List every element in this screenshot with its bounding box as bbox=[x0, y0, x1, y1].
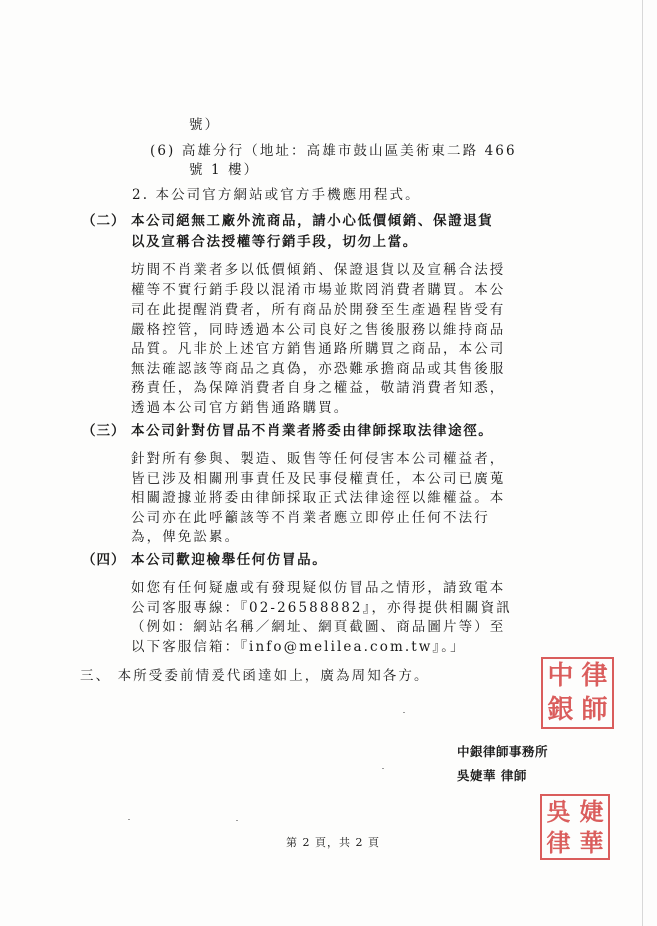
section-2-body-line: 坊間不肖業者多以低價傾銷、保證退貨以及宣稱合法授 bbox=[131, 262, 506, 278]
section-2-body-line: 權等不實行銷手段以混淆市場並欺罔消費者購買。本公 bbox=[131, 282, 506, 298]
seal-character: 師 bbox=[581, 695, 608, 725]
section-3-body-line: 相關證據並將委由律師採取正式法律途徑以維權益。本 bbox=[131, 490, 506, 506]
scan-speck bbox=[403, 712, 405, 713]
section-2-body-line: 嚴格控管，同時透過本公司良好之售後服務以維持商品 bbox=[131, 322, 506, 338]
seal-character: 吳 bbox=[546, 797, 571, 826]
firm-seal-stamp bbox=[541, 657, 614, 729]
section-2-heading-line-2: 以及宣稱合法授權等行銷手段，切勿上當。 bbox=[131, 234, 418, 250]
lawyer-seal-stamp bbox=[540, 794, 610, 860]
lawyer-name: 吳婕華 律師 bbox=[457, 768, 527, 783]
section-4-body-line: 如您有任何疑慮或有發現疑似仿冒品之情形，請致電本 bbox=[131, 580, 506, 596]
section-4-body-line: 以下客服信箱：『info@melilea.com.tw』。」 bbox=[131, 639, 466, 655]
section-2-heading-line-1: 本公司絕無工廠外流商品，請小心低價傾銷、保證退貨 bbox=[131, 213, 494, 229]
section-2-number: （二） bbox=[82, 213, 126, 229]
section-2-body-line: 無法確認該等商品之真偽，亦恐難承擔商品或其售後服 bbox=[131, 361, 506, 377]
section-2-body-line: 司在此提醒消費者，所有商品於開發至生產過程皆受有 bbox=[131, 302, 506, 318]
scan-speck bbox=[128, 819, 130, 820]
section-2-body-line: 品質。凡非於上述官方銷售通路所購買之商品，本公司 bbox=[131, 341, 506, 357]
section-4-body-line: 公司客服專線：『02-26588882』，亦得提供相關資訊 bbox=[131, 600, 512, 616]
scan-edge bbox=[642, 0, 643, 926]
section-2-body-line: 透過本公司官方銷售通路購買。 bbox=[131, 400, 350, 416]
list-item-5-continuation: 號） bbox=[189, 117, 221, 133]
scan-speck bbox=[382, 768, 384, 769]
seal-character: 銀 bbox=[547, 695, 574, 725]
section-3-body-line: 針對所有參與、製造、販售等任何侵害本公司權益者， bbox=[131, 451, 506, 467]
seal-character: 律 bbox=[581, 661, 608, 691]
seal-character: 律 bbox=[546, 828, 571, 857]
section-3-number: （三） bbox=[82, 423, 126, 439]
section-3-body-line: 皆已涉及相關刑事責任及民事侵權責任，本公司已廣蒐 bbox=[131, 471, 506, 487]
list-item-6-line-2: 號 1 樓） bbox=[189, 162, 260, 178]
law-firm-name: 中銀律師事務所 bbox=[457, 744, 549, 759]
closing-statement: 三、 本所受委前情爰代函達如上，廣為周知各方。 bbox=[80, 668, 430, 684]
section-3-body-line: 為，俾免訟累。 bbox=[131, 529, 241, 545]
list-item-6-line-1: (6) 高雄分行（地址：高雄市鼓山區美術東二路 466 bbox=[150, 143, 517, 159]
section-2-body-line: 務責任，為保障消費者自身之權益，敬請消費者知悉， bbox=[131, 380, 506, 396]
page-number-footer: 第 2 頁，共 2 頁 bbox=[286, 836, 380, 849]
seal-character: 中 bbox=[547, 661, 574, 691]
list-item-2: 2. 本公司官方網站或官方手機應用程式。 bbox=[132, 187, 421, 203]
section-4-heading: 本公司歡迎檢舉任何仿冒品。 bbox=[131, 552, 328, 568]
seal-character: 華 bbox=[579, 828, 604, 857]
section-4-body-line: （例如：網站名稱／網址、網頁截圖、商品圖片等）至 bbox=[131, 619, 506, 635]
seal-character: 婕 bbox=[579, 797, 604, 826]
scan-speck bbox=[236, 820, 238, 821]
section-4-number: （四） bbox=[82, 552, 126, 568]
section-3-body-line: 公司亦在此呼籲該等不肖業者應立即停止任何不法行 bbox=[131, 510, 490, 526]
section-3-heading: 本公司針對仿冒品不肖業者將委由律師採取法律途徑。 bbox=[131, 423, 494, 439]
